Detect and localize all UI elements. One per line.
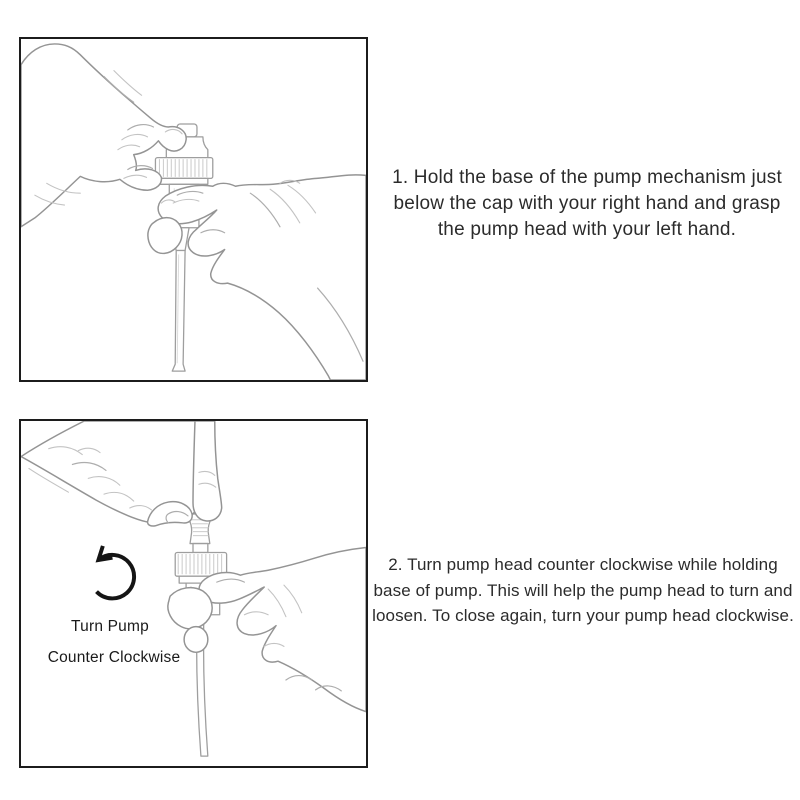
- step2-illustration: [21, 421, 366, 766]
- pump-neck: [193, 544, 208, 553]
- pump-cap: [155, 158, 212, 179]
- step1-illustration: [21, 39, 366, 380]
- turn-pump-label: Turn Pump: [71, 618, 149, 635]
- step2-illustration-panel: [19, 419, 368, 768]
- top-hand-drawing: [21, 421, 222, 526]
- step2-line: base of pump. This will help the pump head to turn and: [373, 580, 793, 600]
- step1-text: [378, 165, 796, 243]
- counter-clockwise-label: Counter Clockwise: [47, 649, 181, 666]
- pump-cap-flange: [160, 178, 207, 184]
- step1-line: 1. Hold the base of the pump mechanism just: [392, 167, 782, 188]
- counter-clockwise-arrow-icon: [97, 546, 135, 598]
- step1-line: below the cap with your right hand and grasp: [393, 193, 781, 214]
- step2-line: 2. Turn pump head counter clockwise while holding: [388, 555, 778, 574]
- step1-illustration-panel: [19, 37, 368, 382]
- step2-line: loosen. To close again, turn your pump head clockwise.: [372, 606, 794, 625]
- step1-line: the pump head with your left hand.: [437, 219, 737, 240]
- step2-text: [366, 552, 800, 629]
